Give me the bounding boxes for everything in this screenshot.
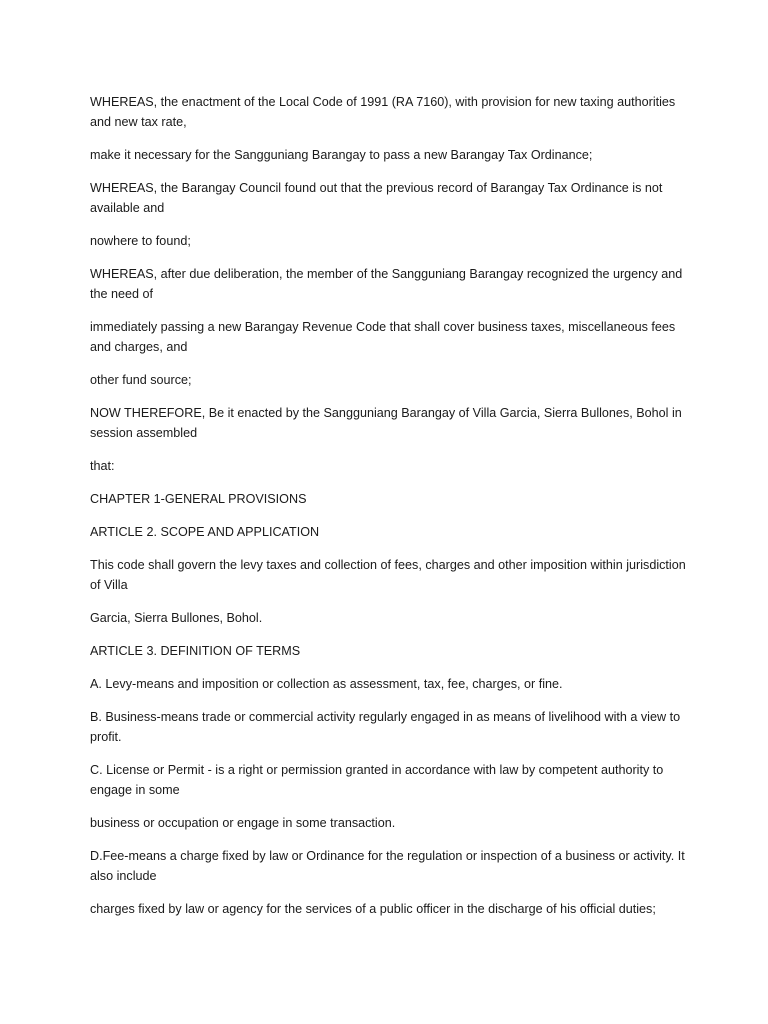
- paragraph-whereas-1-cont: make it necessary for the Sangguniang Barangay to pass a new Barangay Tax Ordinance;: [90, 148, 593, 162]
- paragraph-whereas-3-cont: immediately passing a new Barangay Revenue Code that shall cover business taxes, miscellaneous fees and charges, and: [90, 320, 676, 354]
- paragraph-scope: This code shall govern the levy taxes and collection of fees, charges and other imposition within jurisdiction of Villa: [90, 558, 686, 592]
- paragraph-whereas-3: WHEREAS, after due deliberation, the member of the Sangguniang Barangay recognized the urgency and the need of: [90, 267, 683, 301]
- paragraph-whereas-1: WHEREAS, the enactment of the Local Code of 1991 (RA 7160), with provision for new taxing authorities and new tax rate,: [90, 95, 676, 129]
- definition-levy: A. Levy-means and imposition or collection as assessment, tax, fee, charges, or fine.: [90, 677, 563, 691]
- article-3-heading: ARTICLE 3. DEFINITION OF TERMS: [90, 644, 301, 658]
- definition-license: C. License or Permit - is a right or permission granted in accordance with law by competent authority to engage in some: [90, 763, 664, 797]
- document-body: [90, 92, 686, 932]
- paragraph-whereas-3-end: other fund source;: [90, 373, 192, 387]
- paragraph-whereas-2-cont: nowhere to found;: [90, 234, 191, 248]
- definition-fee-cont: charges fixed by law or agency for the services of a public officer in the discharge of his official duties;: [90, 902, 656, 916]
- chapter-heading: CHAPTER 1-GENERAL PROVISIONS: [90, 492, 307, 506]
- definition-license-cont: business or occupation or engage in some transaction.: [90, 816, 396, 830]
- definition-business: B. Business-means trade or commercial activity regularly engaged in as means of livelihood with a view to profit.: [90, 710, 681, 744]
- article-2-heading: ARTICLE 2. SCOPE AND APPLICATION: [90, 525, 320, 539]
- definition-fee: D.Fee-means a charge fixed by law or Ordinance for the regulation or inspection of a business or activity. It also include: [90, 849, 685, 883]
- paragraph-whereas-2: WHEREAS, the Barangay Council found out that the previous record of Barangay Tax Ordinance is not available and: [90, 181, 663, 215]
- paragraph-scope-cont: Garcia, Sierra Bullones, Bohol.: [90, 611, 263, 625]
- paragraph-now-therefore: NOW THEREFORE, Be it enacted by the Sangguniang Barangay of Villa Garcia, Sierra Bullones, Bohol in session assembled: [90, 406, 682, 440]
- paragraph-now-therefore-cont: that:: [90, 459, 115, 473]
